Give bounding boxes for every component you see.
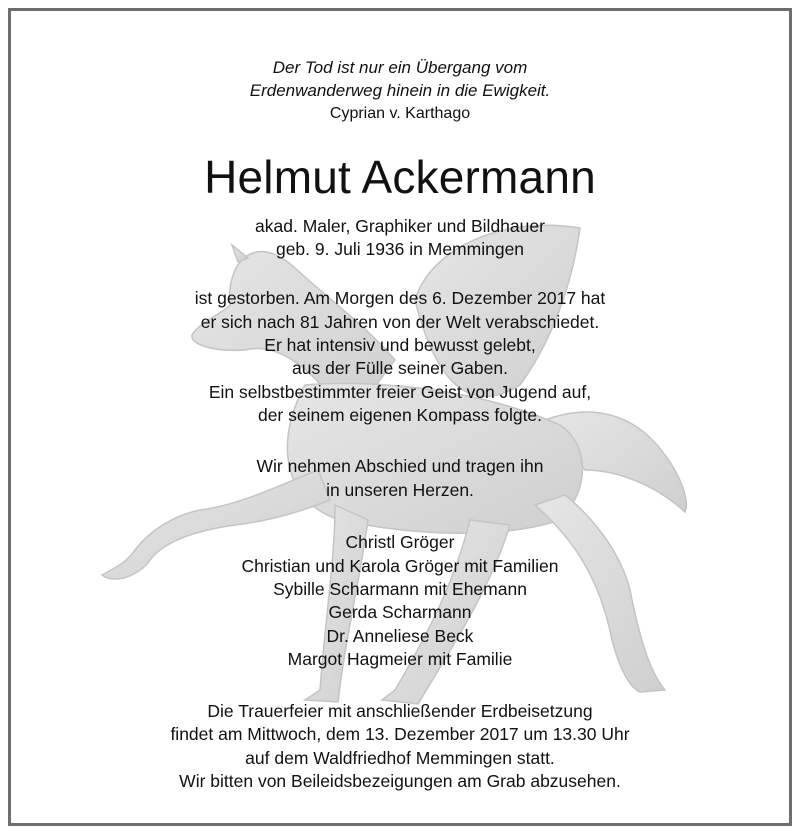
ceremony-line: findet am Mittwoch, dem 13. Dezember 2017 um 13.30 Uhr <box>170 724 630 744</box>
passing-line: Er hat intensiv und bewusst gelebt, <box>264 335 536 355</box>
ceremony-line: auf dem Waldfriedhof Memmingen statt. <box>245 748 555 768</box>
birth-line: geb. 9. Juli 1936 in Memmingen <box>275 239 525 259</box>
ceremony-line: Die Trauerfeier mit anschließender Erdbeisetzung <box>207 701 593 721</box>
quote-line: Erdenwanderweg hinein in die Ewigkeit. <box>249 81 551 100</box>
ceremony-line: Wir bitten von Beileidsbezeigungen am Grab abzusehen. <box>179 771 621 791</box>
passing-line: ist gestorben. Am Morgen des 6. Dezember 2017 hat <box>194 288 606 308</box>
passing-line: er sich nach 81 Jahren von der Welt verabschiedet. <box>200 312 600 332</box>
quote-author: Cyprian v. Karthago <box>329 105 471 122</box>
profession-line: akad. Maler, Graphiker und Bildhauer <box>255 216 545 236</box>
mourner-name: Christl Gröger <box>345 532 455 552</box>
passing-line: der seinem eigenen Kompass folgte. <box>257 405 543 425</box>
mourner-name: Sybille Scharmann mit Ehemann <box>273 579 527 599</box>
mourner-name: Margot Hagmeier mit Familie <box>287 649 513 669</box>
farewell-line: in unseren Herzen. <box>326 480 474 500</box>
deceased-name: Helmut Ackermann <box>204 151 596 203</box>
passing-line: aus der Fülle seiner Gaben. <box>292 358 508 378</box>
mourner-name: Christian und Karola Gröger mit Familien <box>241 556 559 576</box>
passing-line: Ein selbstbestimmter freier Geist von Jugend auf, <box>208 382 592 402</box>
farewell-line: Wir nehmen Abschied und tragen ihn <box>256 456 544 476</box>
quote-line: Der Tod ist nur ein Übergang vom <box>272 58 528 77</box>
mourner-name: Gerda Scharmann <box>328 602 472 622</box>
mourner-name: Dr. Anneliese Beck <box>326 626 474 646</box>
